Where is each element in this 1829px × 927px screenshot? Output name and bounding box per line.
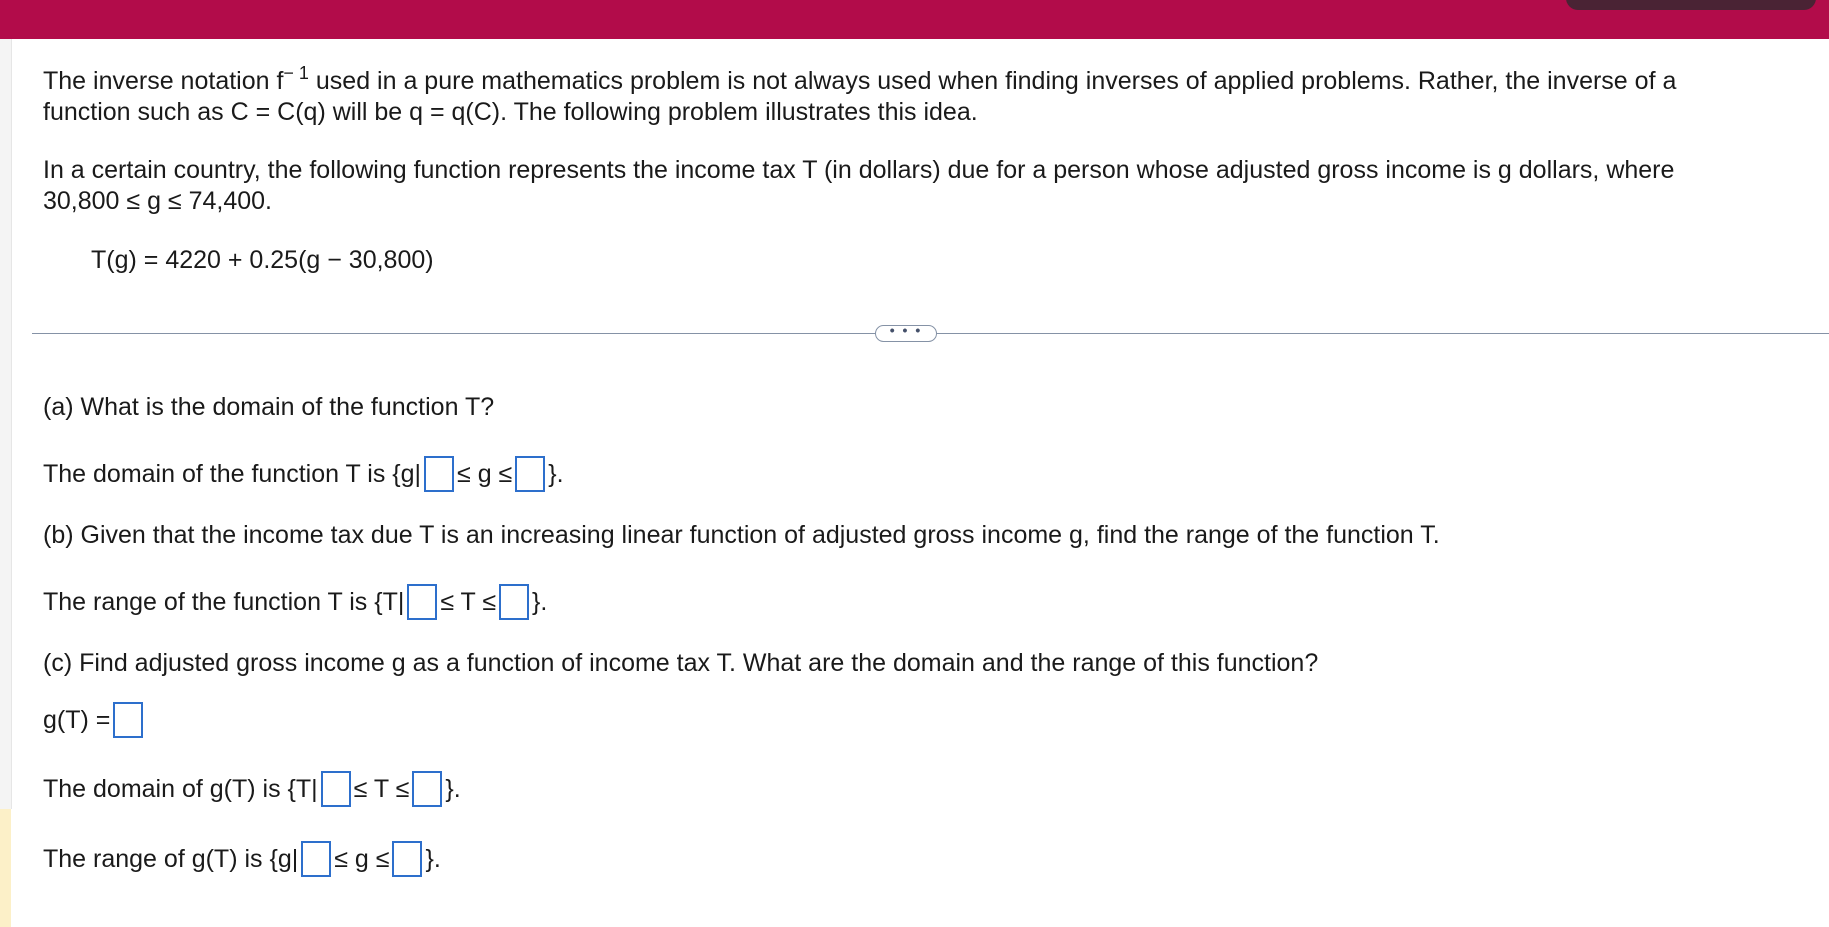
intro-line-2: function such as C = C(q) will be q = q(C). The following problem illustrates this idea. <box>43 98 978 126</box>
intro-text: The inverse notation f <box>43 67 284 95</box>
part-a-answer-row <box>43 456 564 492</box>
header-pill <box>1566 0 1816 10</box>
context-line-2: 30,800 ≤ g ≤ 74,400. <box>43 187 273 215</box>
show-more-button[interactable]: • • • <box>875 325 937 342</box>
left-gutter <box>0 39 12 809</box>
part-c-range-prefix: The range of g(T) is {g| <box>43 845 299 873</box>
intro-line-1 <box>43 63 1677 96</box>
part-a-suffix: }. <box>548 460 564 488</box>
part-c-range-middle: ≤ g ≤ <box>334 845 390 873</box>
g-of-t-input[interactable] <box>113 702 143 738</box>
part-b-middle: ≤ T ≤ <box>440 588 497 616</box>
g-range-lower-input[interactable] <box>301 841 331 877</box>
intro-text-cont: used in a pure mathematics problem is not always used when finding inverses of applied problems. Rather, the inverse of a <box>308 67 1677 95</box>
g-range-upper-input[interactable] <box>392 841 422 877</box>
tax-formula: T(g) = 4220 + 0.25(g − 30,800) <box>91 246 434 274</box>
part-b-prefix: The range of the function T is {T| <box>43 588 405 616</box>
part-a-prefix: The domain of the function T is {g| <box>43 460 422 488</box>
part-b-answer-row <box>43 584 547 620</box>
part-c-domain-prefix: The domain of g(T) is {T| <box>43 775 318 803</box>
part-a-middle: ≤ g ≤ <box>457 460 513 488</box>
g-domain-lower-input[interactable] <box>321 771 351 807</box>
part-a-question: (a) What is the domain of the function T? <box>43 393 495 421</box>
domain-upper-input[interactable] <box>515 456 545 492</box>
header-bar <box>0 0 1829 39</box>
part-c-domain-middle: ≤ T ≤ <box>353 775 410 803</box>
part-c-question: (c) Find adjusted gross income g as a function of income tax T. What are the domain and the range of this function? <box>43 649 1319 677</box>
range-lower-input[interactable] <box>407 584 437 620</box>
part-c-domain-suffix: }. <box>445 775 461 803</box>
domain-lower-input[interactable] <box>424 456 454 492</box>
g-of-t-label: g(T) = <box>43 706 111 734</box>
part-c-domain-row <box>43 771 461 807</box>
left-gutter-accent <box>0 809 11 927</box>
part-c-function-row <box>43 702 146 738</box>
g-domain-upper-input[interactable] <box>412 771 442 807</box>
part-b-suffix: }. <box>532 588 548 616</box>
part-c-range-suffix: }. <box>425 845 441 873</box>
range-upper-input[interactable] <box>499 584 529 620</box>
context-line-1: In a certain country, the following function represents the income tax T (in dollars) due for a person whose adjusted gross income is g dollars, where <box>43 156 1675 184</box>
part-b-question: (b) Given that the income tax due T is an increasing linear function of adjusted gross income g, find the range of the function T. <box>43 521 1440 549</box>
part-c-range-row <box>43 841 441 877</box>
inverse-superscript: − 1 <box>283 63 309 83</box>
